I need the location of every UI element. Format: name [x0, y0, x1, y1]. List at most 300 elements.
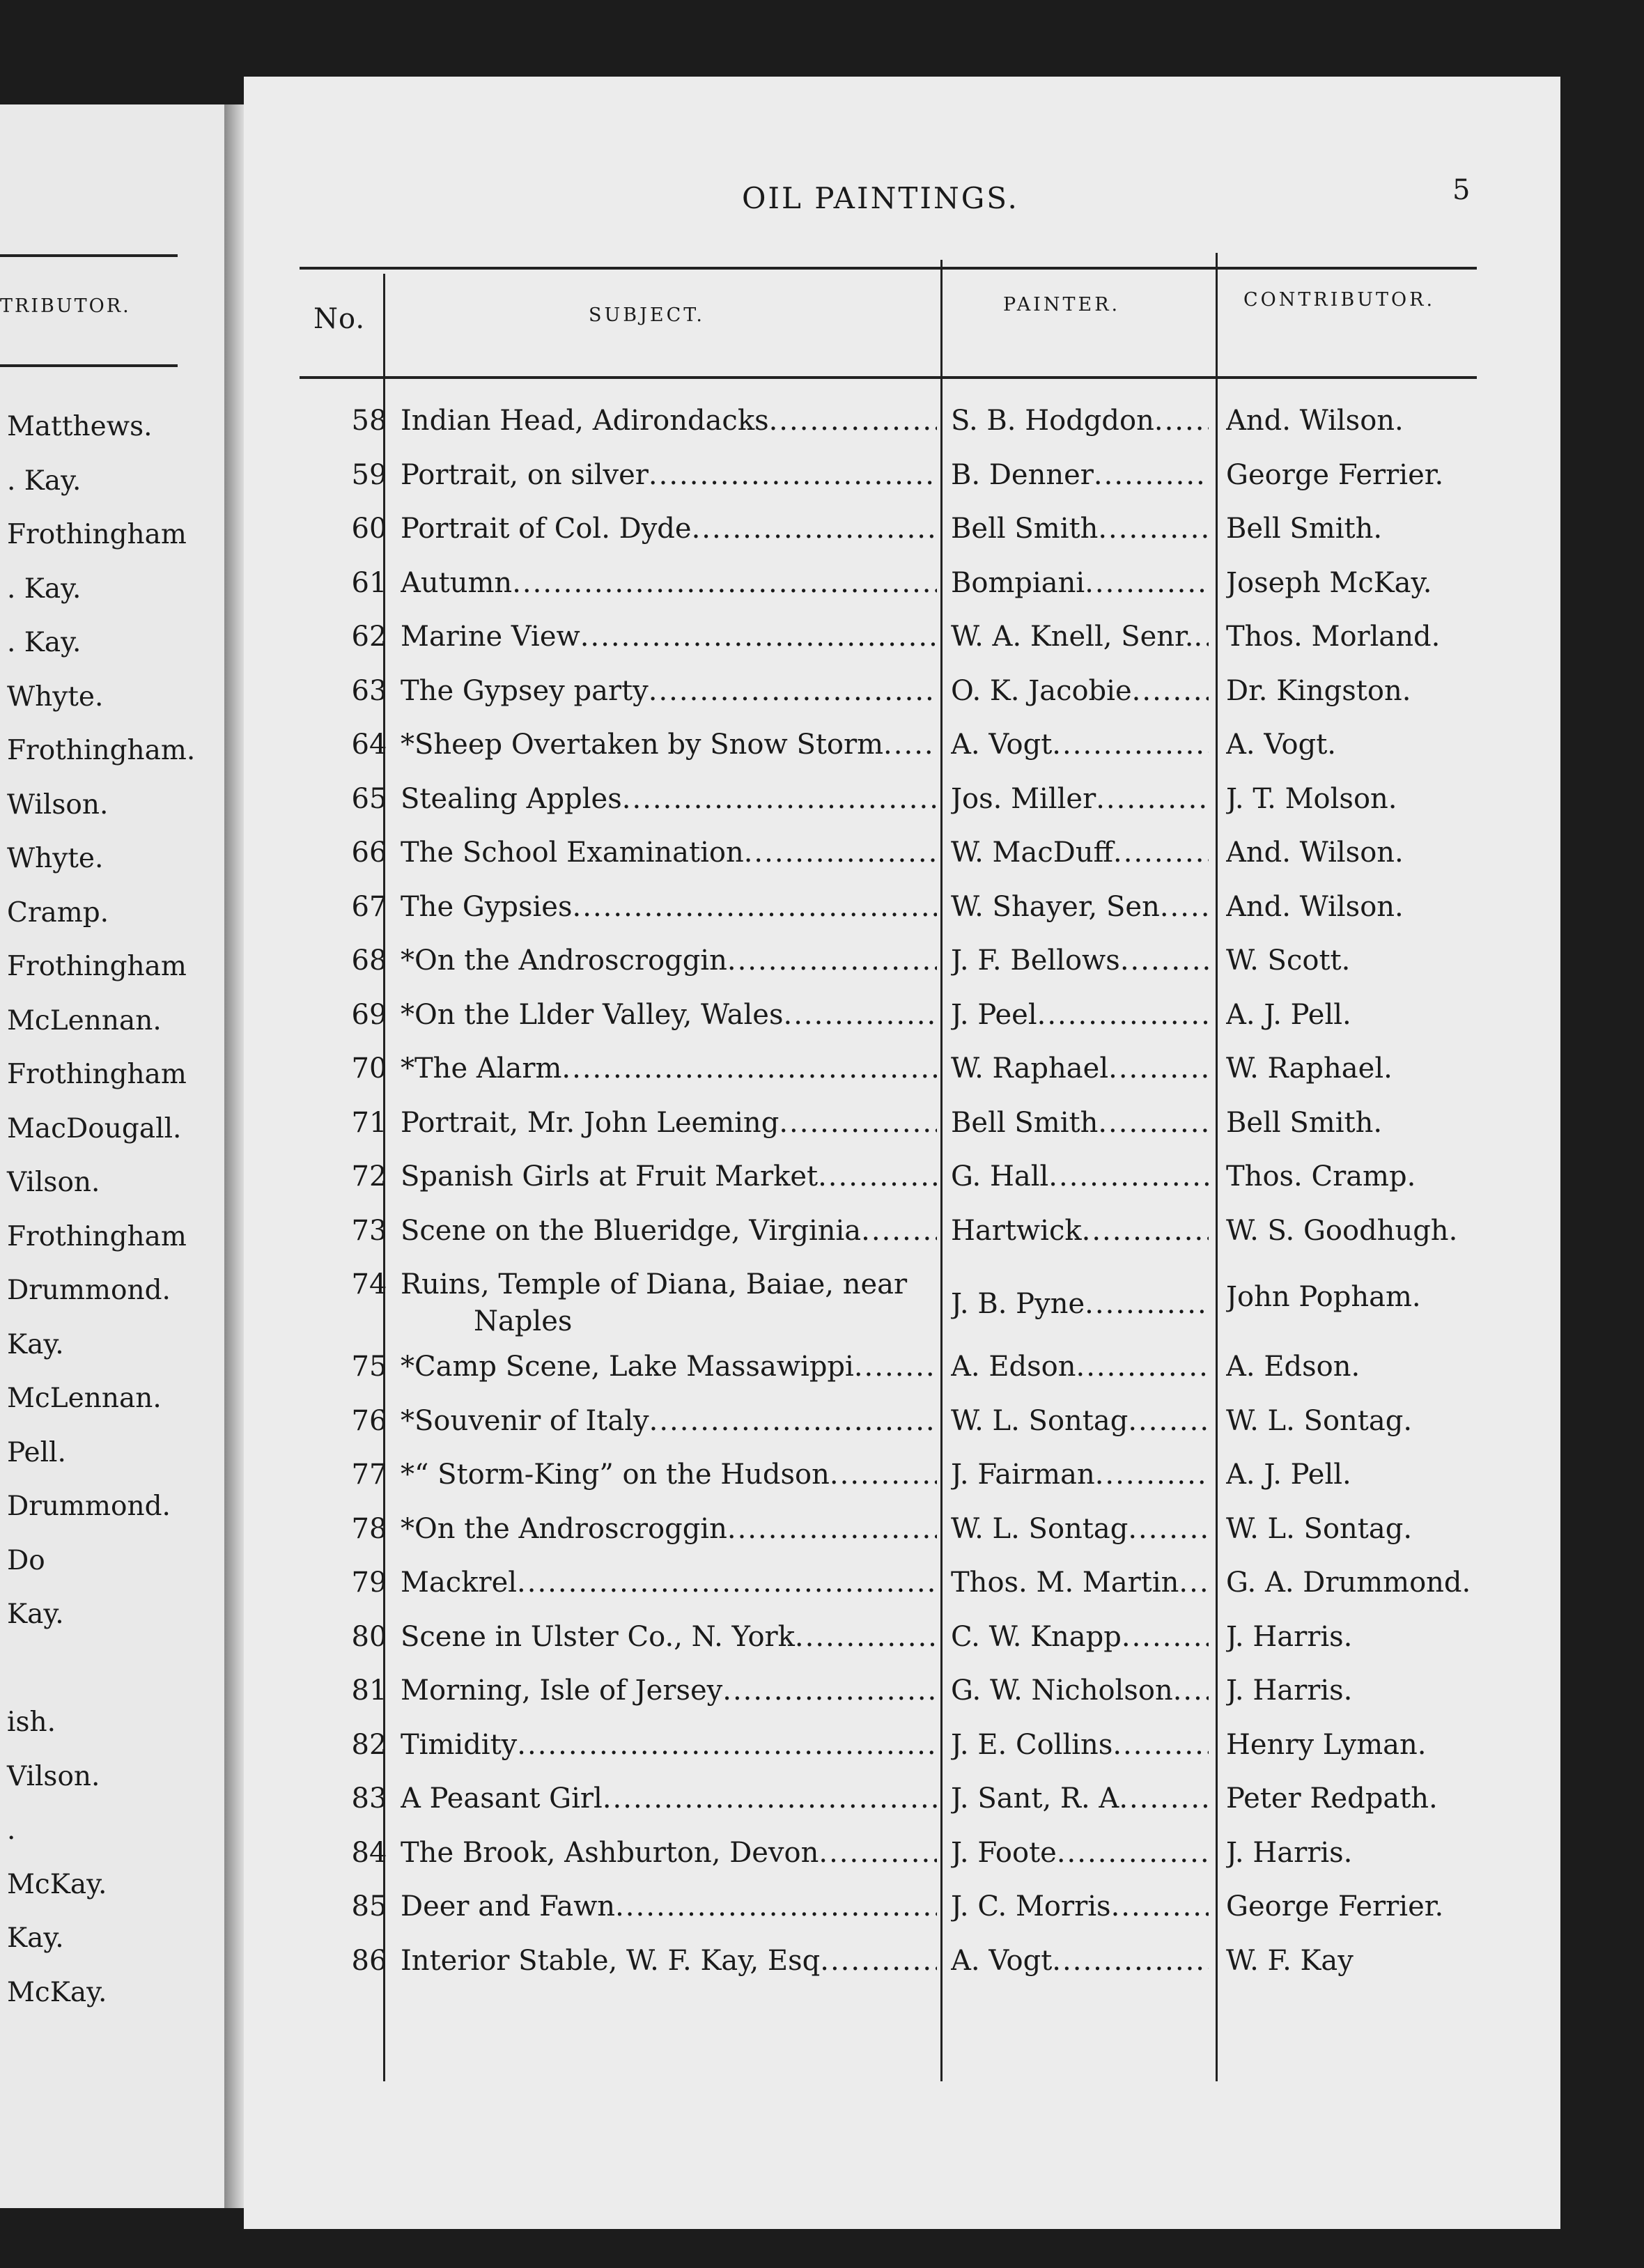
painter-text: Jos. Miller	[951, 782, 1096, 815]
contributor-cell: Dr. Kingston.	[1226, 674, 1411, 707]
left-column-item: .	[7, 1815, 16, 1846]
table-top-rule	[300, 267, 1477, 270]
left-column-item: Vilson.	[7, 1167, 100, 1198]
subject-cell	[401, 1214, 937, 1248]
leader-dots	[819, 1836, 937, 1870]
contributor-cell: Henry Lyman.	[1226, 1728, 1427, 1761]
subject-text: *Sheep Overtaken by Snow Storm	[401, 729, 884, 761]
leader-dots	[1128, 1404, 1209, 1438]
contributor-cell: W. L. Sontag.	[1226, 1404, 1413, 1437]
entry-number: 85	[351, 1890, 387, 1923]
leader-dots	[512, 566, 937, 600]
painter-text: W. L. Sontag	[951, 1512, 1129, 1545]
leader-dots	[622, 782, 937, 816]
painter-text: C. W. Knapp	[951, 1620, 1122, 1653]
contributor-cell: J. Harris.	[1226, 1620, 1353, 1653]
table-row	[244, 1890, 1560, 1943]
table-row	[244, 458, 1560, 511]
subject-text: *“ Storm-King” on the Hudson	[401, 1459, 830, 1491]
contributor-cell: And. Wilson.	[1226, 405, 1404, 437]
leader-dots	[692, 512, 937, 545]
contributor-cell: Bell Smith.	[1226, 513, 1383, 545]
entry-number: 81	[351, 1675, 387, 1707]
subject-text: Interior Stable, W. F. Kay, Esq	[401, 1944, 821, 1977]
contributor-cell: Thos. Morland.	[1226, 621, 1441, 653]
table-row	[244, 1268, 1560, 1337]
painter-cell	[951, 1836, 1209, 1870]
painter-cell	[951, 1566, 1209, 1599]
contributor-cell: George Ferrier.	[1226, 458, 1444, 491]
leader-dots	[1179, 1566, 1209, 1599]
leader-dots	[1128, 1512, 1209, 1546]
leader-dots	[1076, 1350, 1209, 1383]
painter-cell	[951, 836, 1209, 869]
painter-text: A. Edson	[951, 1351, 1076, 1383]
painter-cell	[951, 1160, 1209, 1193]
left-column-item: . Kay.	[7, 573, 82, 605]
painter-cell	[951, 1620, 1209, 1654]
leader-dots	[517, 1728, 937, 1762]
painter-text: J. Peel	[951, 998, 1037, 1031]
left-column-header: TRIBUTOR.	[0, 295, 131, 317]
entry-number: 78	[351, 1512, 387, 1545]
subject-cell	[401, 782, 937, 816]
subject-text: Portrait of Col. Dyde	[401, 513, 692, 545]
subject-cell	[401, 1890, 937, 1923]
subject-cell	[401, 728, 937, 761]
table-row	[244, 1566, 1560, 1619]
entry-number: 69	[351, 998, 387, 1031]
painter-text: J. F. Bellows	[951, 945, 1120, 977]
subject-cell	[401, 1566, 937, 1599]
left-column-item: McLennan.	[7, 1383, 162, 1414]
painter-text: W. Shayer, Sen	[951, 890, 1160, 923]
entry-number: 72	[351, 1160, 387, 1193]
painter-cell	[951, 890, 1209, 924]
subject-text: Scene in Ulster Co., N. York	[401, 1620, 795, 1653]
table-row	[244, 1620, 1560, 1673]
painter-text: J. Foote	[951, 1836, 1057, 1869]
subject-cell	[401, 1836, 937, 1870]
painter-text: Bell Smith	[951, 1106, 1099, 1139]
leader-dots	[1095, 1458, 1209, 1491]
entry-number: 70	[351, 1053, 387, 1085]
leader-dots	[1085, 566, 1209, 600]
painter-text: G. Hall	[951, 1160, 1049, 1193]
leader-dots	[615, 1890, 937, 1923]
painter-cell	[951, 566, 1209, 600]
leader-dots	[795, 1620, 937, 1654]
painter-text: J. Fairman	[951, 1459, 1095, 1491]
header-subject: SUBJECT.	[589, 304, 705, 326]
left-top-rule	[0, 254, 178, 257]
subject-text: Timidity	[401, 1728, 518, 1761]
subject-cell	[401, 1404, 937, 1438]
contributor-cell: And. Wilson.	[1226, 837, 1404, 869]
contributor-cell: A. Edson.	[1226, 1351, 1360, 1383]
subject-cell	[401, 1458, 937, 1491]
painter-text: J. Sant, R. A	[951, 1782, 1119, 1815]
left-column-item: Frothingham	[7, 1059, 187, 1090]
leader-dots	[818, 1160, 937, 1193]
contributor-cell: John Popham.	[1226, 1281, 1421, 1313]
left-column-item: Matthews.	[7, 411, 153, 442]
table-row	[244, 1106, 1560, 1159]
table-row	[244, 1782, 1560, 1835]
subject-text: Scene on the Blueridge, Virginia	[401, 1214, 862, 1247]
subject-cell	[401, 1160, 937, 1193]
leader-dots	[561, 1052, 937, 1085]
left-column-item: Pell.	[7, 1436, 66, 1468]
subject-cell	[401, 1728, 937, 1762]
contributor-cell: George Ferrier.	[1226, 1890, 1444, 1923]
subject-cell	[401, 1268, 937, 1301]
subject-text: The School Examination	[401, 837, 744, 869]
contributor-cell: A. Vogt.	[1226, 729, 1337, 761]
entry-number: 77	[351, 1459, 387, 1491]
left-column-item: . Kay.	[7, 627, 82, 658]
painter-text: Bell Smith	[951, 513, 1099, 545]
painter-text: Thos. M. Martin	[951, 1567, 1179, 1599]
painter-cell	[951, 1287, 1209, 1321]
left-column-item: McKay.	[7, 1868, 107, 1900]
leader-dots	[820, 1944, 937, 1978]
subject-cell	[401, 1782, 937, 1815]
header-contributor: CONTRIBUTOR.	[1243, 289, 1436, 311]
leader-dots	[1173, 1674, 1209, 1707]
table-row	[244, 674, 1560, 727]
leader-dots	[1085, 1287, 1209, 1321]
leader-dots	[1160, 890, 1209, 924]
table-row	[244, 1674, 1560, 1727]
header-no: No.	[313, 303, 366, 335]
subject-cell	[401, 836, 937, 869]
painter-text: O. K. Jacobie	[951, 674, 1132, 707]
entry-number: 73	[351, 1214, 387, 1247]
painter-cell	[951, 512, 1209, 545]
left-column-item: ish.	[7, 1707, 56, 1738]
left-column-item: Wilson.	[7, 789, 109, 821]
leader-dots	[572, 1305, 933, 1337]
subject-continuation	[474, 1305, 933, 1337]
leader-dots	[1052, 728, 1209, 761]
table-row	[244, 1350, 1560, 1403]
leader-dots	[1096, 782, 1209, 816]
left-column-item: Whyte.	[7, 681, 104, 713]
leader-dots	[1132, 674, 1209, 708]
table-row	[244, 1052, 1560, 1105]
subject-text: *On the Androscroggin	[401, 1512, 727, 1545]
subject-text: Stealing Apples	[401, 782, 622, 815]
entry-number: 82	[351, 1728, 387, 1761]
entry-number: 64	[351, 729, 387, 761]
leader-dots	[854, 1350, 937, 1383]
left-column-item: MacDougall.	[7, 1112, 182, 1144]
subject-text: Portrait, on silver	[401, 458, 649, 491]
painter-text: Hartwick	[951, 1214, 1082, 1247]
entry-number: 66	[351, 837, 387, 869]
painter-cell	[951, 728, 1209, 761]
left-column-item: McLennan.	[7, 1004, 162, 1036]
header-painter: PAINTER.	[1003, 294, 1121, 316]
subject-cell	[401, 1052, 937, 1085]
painter-text: J. C. Morris	[951, 1890, 1111, 1923]
table-row	[244, 1944, 1560, 1997]
subject-text: The Gypsies	[401, 890, 573, 923]
subject-text: The Gypsey party	[401, 674, 649, 707]
entry-number: 84	[351, 1836, 387, 1869]
painter-cell	[951, 1458, 1209, 1491]
leader-dots	[1052, 1944, 1209, 1978]
painter-cell	[951, 944, 1209, 977]
leader-dots	[744, 836, 937, 869]
painter-cell	[951, 1052, 1209, 1085]
table-row	[244, 890, 1560, 943]
entry-number: 63	[351, 674, 387, 707]
leader-dots	[1098, 512, 1209, 545]
entry-number: 68	[351, 945, 387, 977]
subject-cell	[401, 512, 937, 545]
leader-dots	[1094, 458, 1209, 492]
leader-dots	[769, 404, 937, 437]
leader-dots	[779, 1106, 937, 1140]
table-row	[244, 566, 1560, 619]
painter-cell	[951, 1404, 1209, 1438]
left-column-item: Drummond.	[7, 1275, 171, 1306]
painter-cell	[951, 998, 1209, 1032]
leader-dots	[649, 458, 937, 492]
contributor-cell: J. T. Molson.	[1226, 782, 1397, 815]
subject-text: *On the Llder Valley, Wales	[401, 998, 784, 1031]
subject-cell	[401, 1512, 937, 1546]
subject-text: Deer and Fawn	[401, 1890, 616, 1923]
entry-number: 61	[351, 566, 387, 599]
table-row	[244, 998, 1560, 1051]
table-row	[244, 728, 1560, 781]
left-page-fragment	[0, 104, 224, 2208]
left-column-item: Frothingham	[7, 1220, 187, 1252]
painter-text: W. MacDuff	[951, 837, 1114, 869]
subject-text: Autumn	[401, 566, 513, 599]
page-title: OIL PAINTINGS.	[742, 181, 1019, 215]
contributor-cell: A. J. Pell.	[1226, 1459, 1351, 1491]
painter-cell	[951, 1106, 1209, 1140]
book-gutter	[224, 104, 244, 2208]
contributor-cell: Thos. Cramp.	[1226, 1160, 1416, 1193]
leader-dots	[603, 1782, 937, 1815]
subject-cell	[401, 1944, 937, 1978]
painter-cell	[951, 458, 1209, 492]
leader-dots	[830, 1458, 937, 1491]
painter-cell	[951, 1728, 1209, 1762]
subject-cell	[401, 404, 937, 437]
leader-dots	[1037, 998, 1209, 1032]
subject-text: Portrait, Mr. John Leeming	[401, 1106, 780, 1139]
table-row	[244, 404, 1560, 457]
subject-text: *The Alarm	[401, 1053, 562, 1085]
painter-cell	[951, 1214, 1209, 1248]
entry-number: 67	[351, 890, 387, 923]
subject-text: *On the Androscroggin	[401, 945, 727, 977]
leader-dots	[861, 1214, 937, 1248]
leader-dots	[783, 998, 937, 1032]
left-column-item: Drummond.	[7, 1491, 171, 1522]
painter-cell	[951, 1674, 1209, 1707]
subject-cell	[401, 890, 937, 924]
subject-cell	[401, 998, 937, 1032]
subject-text: Mackrel	[401, 1567, 518, 1599]
leader-dots	[1154, 404, 1209, 437]
contributor-cell: Bell Smith.	[1226, 1106, 1383, 1139]
table-row	[244, 944, 1560, 997]
painter-text: Bompiani	[951, 566, 1085, 599]
entry-number: 83	[351, 1782, 387, 1815]
contributor-cell: G. A. Drummond.	[1226, 1567, 1471, 1599]
leader-dots	[1120, 944, 1209, 977]
painter-cell	[951, 404, 1209, 437]
subject-cell	[401, 620, 937, 653]
table-row	[244, 1836, 1560, 1889]
entry-number: 71	[351, 1106, 387, 1139]
table-row	[244, 1458, 1560, 1511]
subject-text: Morning, Isle of Jersey	[401, 1675, 723, 1707]
painter-cell	[951, 1890, 1209, 1923]
leader-dots	[727, 1512, 937, 1546]
leader-dots	[1112, 1728, 1209, 1762]
contributor-cell: W. Raphael.	[1226, 1053, 1393, 1085]
subject-text: Marine View	[401, 621, 580, 653]
subject-continuation-text: Naples	[474, 1305, 573, 1337]
painter-cell	[951, 782, 1209, 816]
painter-cell	[951, 1782, 1209, 1815]
painter-cell	[951, 1944, 1209, 1978]
leader-dots	[1048, 1160, 1209, 1193]
painter-text: W. Raphael	[951, 1053, 1109, 1085]
painter-text: W. L. Sontag	[951, 1404, 1129, 1437]
entry-number: 80	[351, 1620, 387, 1653]
subject-text: *Camp Scene, Lake Massawippi	[401, 1351, 854, 1383]
painter-text: B. Denner	[951, 458, 1094, 491]
subject-cell	[401, 674, 937, 708]
entry-number: 65	[351, 782, 387, 815]
painter-cell	[951, 674, 1209, 708]
leader-dots	[649, 1404, 937, 1438]
contributor-cell: J. Harris.	[1226, 1836, 1353, 1869]
subject-cell	[401, 1350, 937, 1383]
leader-dots	[1193, 620, 1209, 653]
painter-cell	[951, 1512, 1209, 1546]
contributor-cell: Joseph McKay.	[1226, 566, 1432, 599]
entry-number: 59	[351, 458, 387, 491]
painter-text: A. Vogt	[951, 729, 1053, 761]
table-row	[244, 512, 1560, 565]
table-row	[244, 782, 1560, 835]
left-column-item: . Kay.	[7, 465, 82, 497]
contributor-cell: J. Harris.	[1226, 1675, 1353, 1707]
leader-dots	[883, 728, 937, 761]
table-row	[244, 1160, 1560, 1213]
left-column-item: Kay.	[7, 1328, 64, 1360]
left-column-item: Frothingham	[7, 951, 187, 982]
subject-cell	[401, 944, 937, 977]
left-column-item: Kay.	[7, 1599, 64, 1630]
painter-text: J. B. Pyne	[951, 1288, 1085, 1320]
left-column-item: Frothingham	[7, 519, 187, 550]
contributor-cell: W. F. Kay	[1226, 1944, 1354, 1977]
page-number: 5	[1452, 174, 1471, 206]
leader-dots	[1082, 1214, 1209, 1248]
left-column-item: Do	[7, 1544, 45, 1576]
left-column-item: Cramp.	[7, 896, 109, 929]
table-row	[244, 1728, 1560, 1781]
subject-cell	[401, 1620, 937, 1654]
leader-dots	[1057, 1836, 1209, 1870]
painter-cell	[951, 620, 1209, 653]
leader-dots	[722, 1674, 937, 1707]
leader-dots	[1098, 1106, 1209, 1140]
leader-dots	[1122, 1620, 1209, 1654]
leader-dots	[517, 1566, 937, 1599]
contributor-cell: Peter Redpath.	[1226, 1782, 1438, 1815]
painter-text: W. A. Knell, Senr.	[951, 621, 1194, 653]
subject-text: The Brook, Ashburton, Devon	[401, 1836, 819, 1869]
table-row	[244, 1512, 1560, 1565]
painter-text: G. W. Nicholson	[951, 1675, 1173, 1707]
contributor-cell: W. Scott.	[1226, 945, 1351, 977]
entry-number: 74	[351, 1268, 387, 1300]
leader-dots	[573, 890, 937, 924]
painter-text: J. E. Collins	[951, 1728, 1113, 1761]
entry-number: 75	[351, 1351, 387, 1383]
contributor-cell: W. L. Sontag.	[1226, 1512, 1413, 1545]
leader-dots	[1119, 1782, 1209, 1815]
left-column-item: Vilson.	[7, 1760, 100, 1792]
subject-text: Ruins, Temple of Diana, Baiae, near	[401, 1268, 908, 1300]
table-header-rule	[300, 376, 1477, 379]
leader-dots	[649, 674, 937, 708]
left-column-item: Kay.	[7, 1923, 64, 1954]
contributor-cell: And. Wilson.	[1226, 890, 1404, 923]
subject-cell	[401, 1674, 937, 1707]
subject-cell	[401, 1106, 937, 1140]
subject-text: *Souvenir of Italy	[401, 1404, 649, 1437]
leader-dots	[1113, 836, 1209, 869]
leader-dots	[1108, 1052, 1209, 1085]
leader-dots	[580, 620, 937, 653]
subject-text: Indian Head, Adirondacks	[401, 405, 769, 437]
entry-number: 62	[351, 621, 387, 653]
painter-cell	[951, 1350, 1209, 1383]
right-page	[244, 77, 1560, 2229]
contributor-cell: A. J. Pell.	[1226, 998, 1351, 1031]
subject-text: A Peasant Girl	[401, 1782, 603, 1815]
painter-text: A. Vogt	[951, 1944, 1053, 1977]
left-column-item: Frothingham.	[7, 735, 196, 766]
entry-number: 79	[351, 1567, 387, 1599]
table-row	[244, 1404, 1560, 1457]
leader-dots	[727, 944, 937, 977]
entry-number: 76	[351, 1404, 387, 1437]
subject-text: Spanish Girls at Fruit Market	[401, 1160, 819, 1193]
table-row	[244, 1214, 1560, 1267]
contributor-cell: W. S. Goodhugh.	[1226, 1214, 1458, 1247]
entry-number: 60	[351, 513, 387, 545]
subject-cell	[401, 566, 937, 600]
table-row	[244, 620, 1560, 673]
table-row	[244, 836, 1560, 889]
left-column-item: McKay.	[7, 1976, 107, 2008]
left-column-item: Whyte.	[7, 843, 104, 874]
